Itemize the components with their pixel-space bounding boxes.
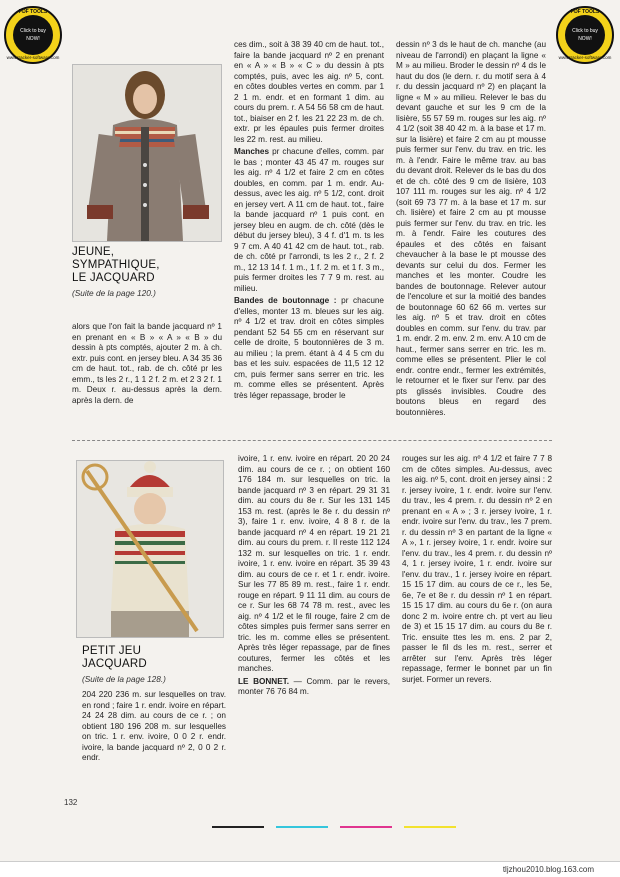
top-title xyxy=(72,246,222,285)
top-suite-note: (Suite de la page 120.) xyxy=(72,288,156,298)
bonnet-text: — Comm. par le revers, monter 76 76 84 m. xyxy=(238,676,390,696)
top-column-1 xyxy=(72,322,222,412)
manches-text: pr chacune d'elles, comm. par le bas ; monter 43 45 47 m. rouges sur les aig. nº 4 1/2 et faire 2 cm en côtes doubles, en comm. par 1 m. endr. Au-dessus, avec les aig. nº 5 1/2, cont. droit en jersey vert. A 11 cm de haut. tot., faire la bande jacquard nº 1 puis cont. en jersey bleu en augm. de ch. côté (dès le début du jersey bleu), 3 4 f. d'1 m. ts les 9 7 cm. A 40 41 42 cm de haut. tot., rab. de ch. côté pr l'arrondi, ts les 2 r., 2 f. 2 m., 12 13 14 f. 1 m., 1 f. 2 m. et 1 f. 3 m., puis fermer droites les 7 7 9 m. rest. au milieu. xyxy=(234,147,384,293)
cardigan-illustration xyxy=(73,65,221,241)
badge-ring-text: PDF TOOLS xyxy=(18,9,48,15)
bottom-title-line: PETIT JEU xyxy=(82,645,142,657)
bandes-paragraph xyxy=(234,296,384,401)
bottom-column-1 xyxy=(82,690,226,782)
manches-paragraph xyxy=(234,147,384,294)
bottom-suite-note: (Suite de la page 128.) xyxy=(82,674,166,684)
bottom-column-2 xyxy=(238,454,390,774)
top-col2-text: ces dim., soit à 38 39 40 cm de haut. tot., faire la bande jacquard nº 2 en prenant en « A » « B » « C » du dessin à pts comptés, puis, avec les aig. nº 5, cont. en côtes doubles vertes en comm. par 1 2 1 m. endr. et en formant 1 dim. au cours du prem. r. A 54 56 58 cm de haut. tot., biaiser en 2 f. les 21 22 23 m. de ch. extr. pr les épaules puis fermer droites les 22 m. rest. au milieu. xyxy=(234,40,384,144)
badge-cta: Click to buy NOW! xyxy=(572,28,598,42)
badge-inner-text xyxy=(13,15,53,55)
top-title-line: LE JACQUARD xyxy=(72,272,155,284)
color-bar-magenta xyxy=(340,826,392,828)
bottom-col3-text: rouges sur les aig. nº 4 1/2 et faire 7 7 8 cm de côtes simples. Au-dessus, avec les aig. nº 5, cont. droit en jersey ainsi : 2 r. jersey ivoire, 1 r. endr. ivoire sur l'env. du trav., les 4 prem. r. du dessin nº 2 en prenant en « A » ; 3 r. jersey ivoire, 1 r. endr. ivoire sur l'env. du trav., les 7 prem. r. du dessin nº 3 en partant de la ligne « A », 1 r. jersey ivoire, 1 r. endr. ivoire sur l'env. du trav., les 4 prem. r. du dessin nº 4, 1 r. jersey ivoire, 1 r. endr. ivoire sur l'env. du trav., 1 r. jersey ivoire en répart. 15 15 17 dim. au cours de ce r., les 5e, 6e, 7e et 8e r. du dessin nº 1 en répart. 15 15 17 dim. au cours du 6e r. (on aura donc 2 m. ivoire entre ch. pt vert au lieu de 3) et 15 15 17 dim. au cours du 8e r. Tric. ensuite ttes les m. ens. 2 par 2, passer le fil ds les m. rest., serrer et arrêter sur l'env. Après très léger repassage, fermer le bonnet par un fin surjet. Former un revers. xyxy=(402,454,552,684)
badge-sub-text: www.tracker-software.com xyxy=(6,55,60,60)
badge-inner-text xyxy=(565,15,605,55)
bottom-title-line: JACQUARD xyxy=(82,658,147,670)
color-bar-black xyxy=(212,826,264,828)
badge-cta: Click to buy NOW! xyxy=(20,28,46,42)
bottom-col2-text: ivoire, 1 r. env. ivoire en répart. 20 20 24 dim. au cours de ce r. ; on obtient 160 176 184 m. sur lesquelles on tric. la bande jacquard nº 3 en répart. 29 31 31 dim. au cours du 8e r. Sur les 131 145 153 m. rest. (après le 8e r. du dessin nº 3), faire 1 r. env. ivoire, 4 8 8 r. de la bande jacquard nº 4 en répart. 19 21 21 dim. au cours du prem. r. Il reste 112 124 132 m. sur lesquelles on tric. 1 r. endr. ivoire, 1 r. env. ivoire en répart. 35 39 43 dim. au cours de ce r. et 1 r. endr. ivoire. Sur les 77 85 89 m. rest., faire 1 r. endr. rouge en répart. 9 11 11 dim. au cours de ce r. Sur les 68 74 78 m. rest., avec les aig. nº 4 1/2 et le fil rouge, faire 2 cm de côtes simples puis fermer sans serrer en tric. les m. comme elles se présentent. Après très léger repassage, par de fines coutures, fermer les côtés et les manches. xyxy=(238,454,390,673)
section-divider xyxy=(72,440,552,441)
color-bar-yellow xyxy=(404,826,456,828)
bonnet-heading: LE BONNET. xyxy=(238,676,290,686)
bonnet-paragraph xyxy=(238,677,390,698)
manches-heading: Manches xyxy=(234,147,270,156)
bandes-text: pr chacune d'elles, monter 13 m. bleues sur les aig. nº 4 1/2 et trav. droit en côtes simples pendant 52 54 55 cm en réservant sur celle de droite, 5 boutonnières de 3 m. au milieu ; la prem. étant à 4 4 5 cm du bas et les suiv. espacées de 11,5 12 12 cm, puis fermer sans serrer en tric. les m. comme elles se présentent. Après très léger repassage, broder le xyxy=(234,296,384,400)
badge-sub-text: www.tracker-software.com xyxy=(558,55,612,60)
page-number: 132 xyxy=(64,798,78,807)
top-column-3 xyxy=(396,40,546,417)
pdf-tools-badge-right[interactable] xyxy=(556,6,614,64)
top-col3-text: dessin nº 3 ds le haut de ch. manche (au niveau de l'arrondi) en plaçant la ligne « M » au milieu. Broder le dessin nº 4 ds le haut du dos (le dern. r. du motif sera à 4 r. du dessin jacquard nº 2) en plaçant la ligne « M » au milieu. Relever le bas du devant gauche et sur les 9 cm de la lisière, 55 57 59 m. rouges sur les aig. nº 4 1/2 (soit 38 40 42 m. à la base et 17 m. sur la lisière) et faire 2 cm au pt mousse puis fermer sur l'env. du trav. en tric. les m. à l'endr. Faire le même trav. au bas du devant droit. Relever ds le bas du dos et de ch. côté des 9 cm de lisière, 103 107 111 m. rouges sur les aig. nº 4 1/2 (soit 69 73 77 m. à la base et 17 m. sur ch. lisière) et faire 2 cm au pt mousse puis fermer sur l'env. du trav. en tric. les m. à l'endr. Faire les coutures des épaules et des côtés en faisant chevaucher à la base le pt mousse des devants sur celui du dos. Fermer les manches et les monter. Coudre les bandes de boutonnage. Relever autour de l'encolure et sur la moitié des bandes de boutonnage 60 62 66 m. vertes sur les aig. nº 5 et trav. droit en côtes doubles en comm. sur l'env. du trav. par 1 m. endr. 2 m. env. 2 m. env. A 10 cm de haut., fermer sans serrer en tric. les m. comme elles se présentent. Plier le col endr. contre endr., fermer les extrémités, le retourner et le fixer sur l'env. par des pts glissés invisibles. Coudre des boutons bleus en regard des boutonnières. xyxy=(396,40,546,417)
bottom-title xyxy=(82,645,222,671)
top-col1-text: alors que l'on fait la bande jacquard nº 1 en prenant en « B » « A » « B » du dessin à pts comptés, ajouter 2 m. à ch. extr. puis cont. en jersey bleu. A 34 35 36 cm de haut. tot., rab. de ch. côté pr les emm., ts les 2 r., 1 1 2 f. 2 m. et 2 3 2 f. 1 m. Deux r. au-dessus après la dern. après la dern. de xyxy=(72,322,222,405)
badge-ring-text: PDF TOOLS xyxy=(570,9,600,15)
source-url[interactable]: tljzhou2010.blog.163.com xyxy=(502,865,594,874)
color-bar-cyan xyxy=(276,826,328,828)
bottom-col1-text: 204 220 236 m. sur lesquelles on trav. en rond ; faire 1 r. endr. ivoire en répart. 24 24 28 dim. au cours de ce r. ; on obtient 180 196 208 m. sur lesquelles on tric. 1 r. env. ivoire, 0 0 2 r. endr. ivoire, la bande jacquard nº 2, 0 0 2 r. endr. xyxy=(82,690,226,762)
top-title-line: JEUNE, xyxy=(72,246,115,258)
cardigan-photo xyxy=(72,64,222,242)
sweater-photo xyxy=(76,460,224,638)
source-footer xyxy=(0,861,620,877)
pdf-tools-badge-left[interactable] xyxy=(4,6,62,64)
top-column-2 xyxy=(234,40,384,432)
sweater-illustration xyxy=(77,461,223,637)
bandes-heading: Bandes de boutonnage : xyxy=(234,296,337,305)
top-title-line: SYMPATHIQUE, xyxy=(72,259,160,271)
bottom-column-3 xyxy=(402,454,552,772)
